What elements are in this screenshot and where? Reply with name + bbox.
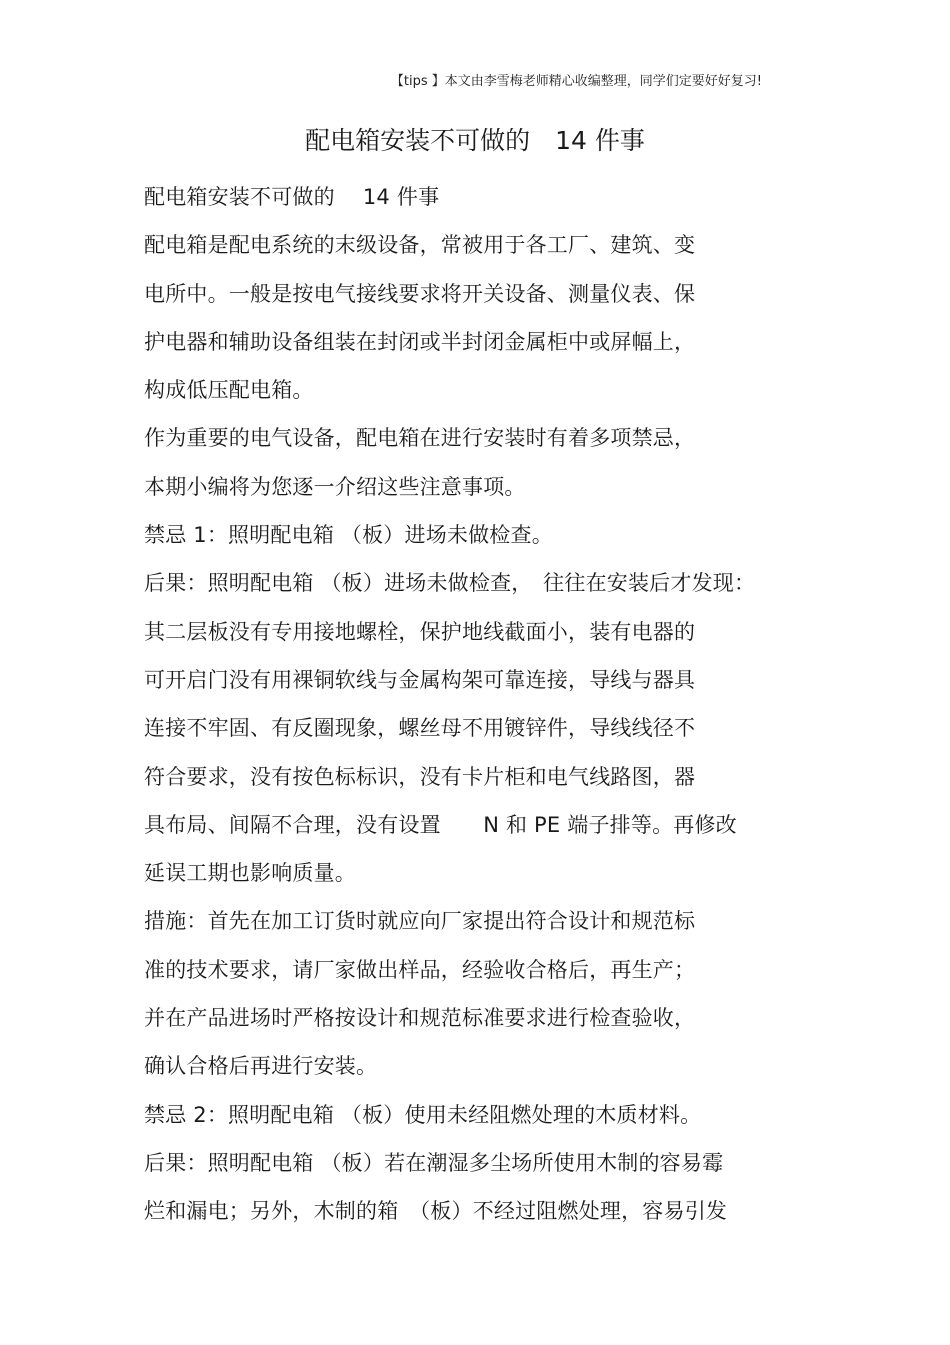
document-body (144, 177, 804, 1240)
body-line: 符合要求，没有按色标标识，没有卡片柜和电气线路图，器 (144, 764, 696, 789)
body-line: 后果：照明配电箱 （板）进场未做检查， 往往在安装后才发现： (144, 571, 756, 596)
body-line: 护电器和辅助设备组装在封闭或半封闭金属柜中或屏幅上， (144, 329, 696, 354)
body-line: 构成低压配电箱。 (144, 378, 314, 403)
body-line: 并在产品进场时严格按设计和规范标准要求进行检查验收， (144, 1006, 696, 1031)
body-line: 配电箱是配电系统的末级设备，常被用于各工厂、建筑、变 (144, 233, 696, 258)
body-line: 作为重要的电气设备，配电箱在进行安装时有着多项禁忌， (144, 426, 696, 451)
body-line: 连接不牢固、有反圈现象，螺丝母不用镀锌件，导线线径不 (144, 716, 696, 741)
body-line: 配电箱安装不可做的 14 件事 (144, 185, 440, 209)
body-line: 具布局、间隔不合理，没有设置 N 和 PE 端子排等。再修改 (144, 812, 737, 837)
body-line: 禁忌 2：照明配电箱 （板）使用未经阻燃处理的木质材料。 (144, 1102, 702, 1127)
body-line: 本期小编将为您逐一介绍这些注意事项。 (144, 474, 526, 499)
body-line: 可开启门没有用裸铜软线与金属构架可靠连接，导线与器具 (144, 667, 696, 692)
body-line: 烂和漏电；另外，木制的箱 （板）不经过阻燃处理，容易引发 (144, 1199, 728, 1224)
body-line: 电所中。一般是按电气接线要求将开关设备、测量仪表、保 (144, 281, 696, 306)
tips-header: 【tips 】本文由李雪梅老师精心收编整理，同学们定要好好复习! (390, 74, 762, 89)
body-line: 其二层板没有专用接地螺栓，保护地线截面小，装有电器的 (144, 619, 696, 644)
body-line: 禁忌 1：照明配电箱 （板）进场未做检查。 (144, 523, 553, 548)
document-title: 配电箱安装不可做的 14 件事 (305, 126, 645, 155)
body-line: 后果：照明配电箱 （板）若在潮湿多尘场所使用木制的容易霉 (144, 1150, 724, 1175)
body-line: 措施：首先在加工订货时就应向厂家提出符合设计和规范标 (144, 909, 696, 934)
body-line: 延误工期也影响质量。 (144, 861, 356, 886)
body-line: 准的技术要求，请厂家做出样品，经验收合格后，再生产； (144, 957, 696, 982)
body-line: 确认合格后再进行安装。 (144, 1054, 378, 1079)
